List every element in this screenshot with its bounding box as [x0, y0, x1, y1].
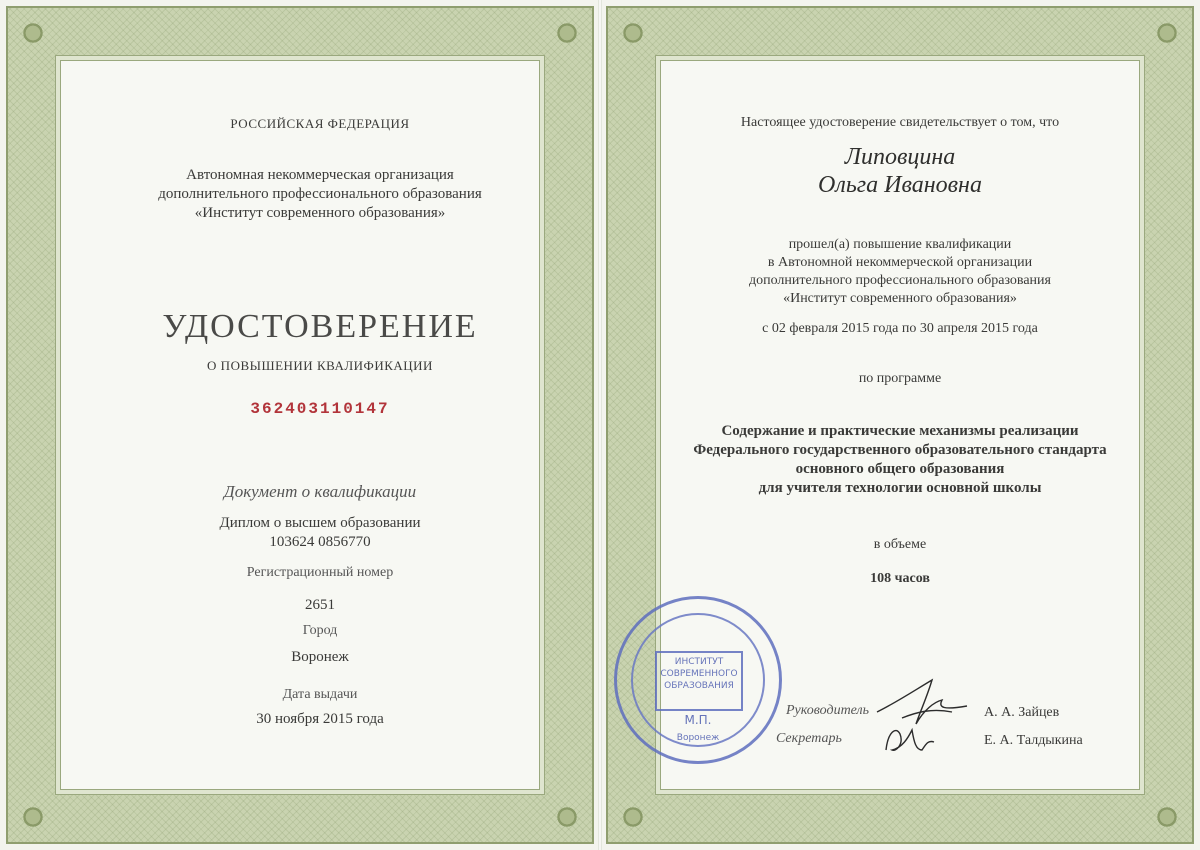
page-fold [598, 0, 602, 850]
secretary-label: Секретарь [776, 731, 842, 746]
completion-statement [630, 236, 1170, 308]
ornament-corner-icon [616, 16, 650, 50]
program-label: по программе [858, 371, 942, 386]
director-label: Руководитель [786, 703, 870, 718]
org-line: дополнительного профессионального образования [158, 186, 482, 202]
ornament-corner-icon [1150, 800, 1184, 834]
ornament-corner-icon [16, 800, 50, 834]
volume-label: в объеме [873, 537, 927, 552]
ornament-corner-icon [550, 800, 584, 834]
document-title: УДОСТОВЕРЕНИЕ [162, 308, 478, 345]
volume-hours: 108 часов [870, 571, 930, 586]
secretary-signature [878, 720, 938, 760]
statement-line: прошел(а) повышение квалификации [788, 237, 1012, 252]
country-label: РОССИЙСКАЯ ФЕДЕРАЦИЯ [230, 116, 410, 131]
ornament-corner-icon [16, 16, 50, 50]
director-name: А. А. Зайцев [984, 705, 1060, 720]
issue-date: 30 ноября 2015 года [256, 711, 384, 727]
seal-line: ОБРАЗОВАНИЯ [664, 681, 734, 691]
registration-label: Регистрационный номер [246, 565, 394, 580]
seal-center-box [655, 651, 743, 711]
recipient-given-names: Ольга Ивановна [818, 172, 982, 198]
official-seal [614, 596, 782, 764]
org-line: Автономная некоммерческая организация [186, 167, 454, 183]
issue-date-label: Дата выдачи [282, 687, 358, 702]
city-value: Воронеж [291, 649, 349, 665]
training-period: с 02 февраля 2015 года по 30 апреля 2015 года [762, 321, 1038, 336]
org-line: «Институт современного образования» [194, 205, 446, 221]
ornament-corner-icon [1150, 16, 1184, 50]
diploma-number: 103624 0856770 [269, 534, 371, 550]
ornament-corner-icon [550, 16, 584, 50]
program-line: для учителя технологии основной школы [758, 480, 1042, 496]
recipient-surname: Липовцина [844, 144, 956, 170]
city-label: Город [302, 623, 338, 638]
certifies-intro: Настоящее удостоверение свидетельствует о том, что [740, 115, 1060, 130]
program-title [630, 422, 1170, 498]
seal-city: Воронеж [676, 733, 720, 743]
seal-line: СОВРЕМЕННОГО [660, 669, 738, 679]
statement-line: дополнительного профессионального образования [749, 273, 1051, 288]
seal-mp: М.П. [684, 713, 712, 727]
registration-number: 2651 [305, 597, 335, 613]
serial-number: 362403110147 [250, 400, 390, 418]
statement-line: «Институт современного образования» [783, 291, 1017, 306]
statement-line: в Автономной некоммерческой организации [767, 255, 1033, 270]
diploma-type: Диплом о высшем образовании [219, 515, 421, 531]
program-line: Федерального государственного образовательного стандарта [693, 442, 1107, 458]
program-line: основного общего образования [795, 461, 1005, 477]
document-subtitle: О ПОВЫШЕНИИ КВАЛИФИКАЦИИ [207, 358, 433, 373]
ornament-corner-icon [616, 800, 650, 834]
issuing-organization [70, 166, 570, 223]
secretary-name: Е. А. Талдыкина [984, 733, 1083, 748]
qualification-heading: Документ о квалификации [223, 482, 417, 501]
program-line: Содержание и практические механизмы реализации [721, 423, 1079, 439]
seal-line: ИНСТИТУТ [674, 657, 724, 667]
